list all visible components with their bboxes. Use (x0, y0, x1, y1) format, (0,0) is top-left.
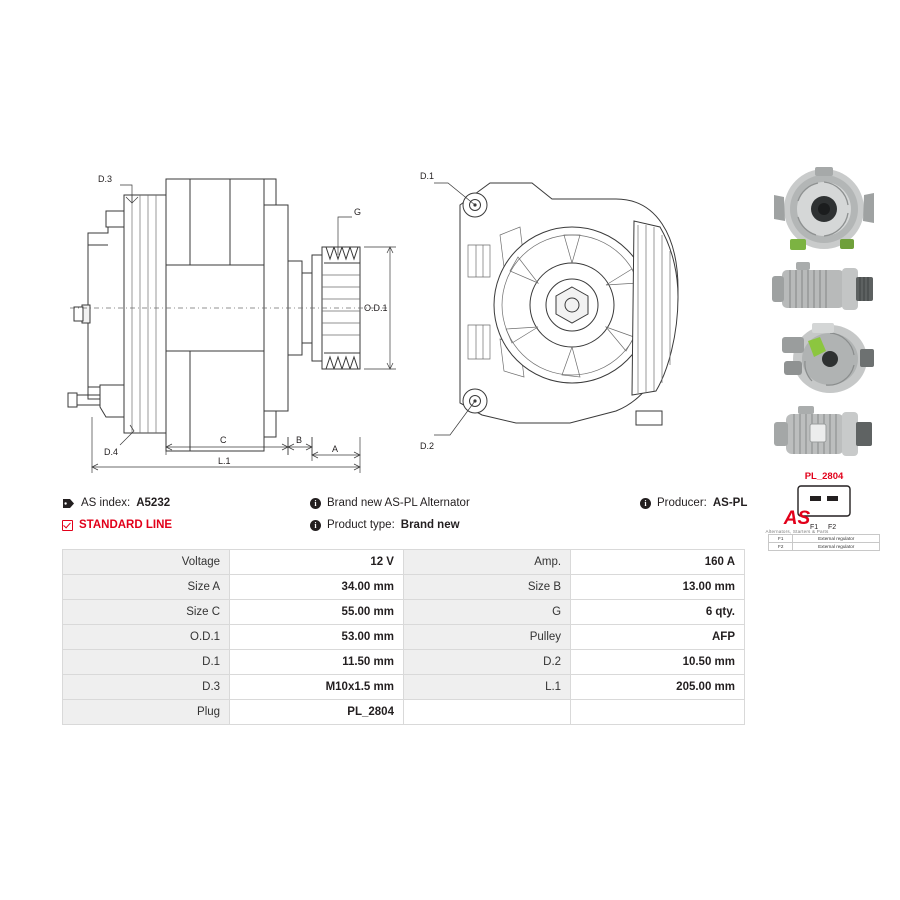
spec-value: AFP (571, 625, 745, 650)
spec-value: 34.00 mm (230, 575, 404, 600)
product-type-label: Product type: (327, 519, 395, 531)
label-b: B (296, 435, 303, 445)
product-type-line (310, 514, 580, 536)
label-l1: L.1 (218, 456, 231, 466)
product-description: Brand new AS-PL Alternator (327, 497, 470, 509)
plug-pin-f2: F2 (828, 524, 837, 531)
product-photo-front (768, 165, 880, 255)
standard-line-badge (62, 514, 307, 536)
info-column-description (310, 492, 580, 536)
spec-key: Size B (403, 575, 570, 600)
spec-key: Pulley (403, 625, 570, 650)
plug-legend-pin: F1 (769, 535, 793, 543)
plug-pin-f1: F1 (810, 524, 819, 531)
label-od1: O.D.1 (364, 303, 388, 313)
plug-legend-pin: F2 (769, 543, 793, 551)
spec-value: 6 qty. (571, 600, 745, 625)
aspl-logo-subtitle: Alternators, Starters & Parts (765, 529, 829, 534)
plug-legend-desc: External regulator (793, 543, 880, 551)
spec-key: Size A (63, 575, 230, 600)
label-d2: D.2 (420, 441, 435, 451)
plug-legend-table (768, 534, 880, 551)
label-g: G (354, 207, 362, 217)
tag-icon (62, 498, 75, 509)
producer-label: Producer: (657, 497, 707, 509)
spec-value: 160 A (571, 550, 745, 575)
spec-value: 12 V (230, 550, 404, 575)
table-row (63, 575, 745, 600)
as-index-value: A5232 (136, 497, 171, 509)
aspl-logo-mark: AS (783, 508, 811, 529)
specifications-table (62, 549, 745, 725)
table-row (63, 650, 745, 675)
producer-value: AS-PL (712, 497, 748, 509)
aspl-logo (754, 509, 840, 534)
product-photo-side (768, 260, 880, 316)
spec-key: D.2 (403, 650, 570, 675)
as-index-label: AS index: (81, 497, 131, 509)
table-row (63, 675, 745, 700)
product-type-value: Brand new (400, 519, 460, 531)
alternator-side-view-drawing (60, 155, 400, 480)
plug-legend-row (769, 535, 880, 543)
alternator-front-view-drawing (420, 165, 710, 465)
spec-value: PL_2804 (230, 700, 404, 725)
spec-key: D.3 (63, 675, 230, 700)
table-row (63, 700, 745, 725)
label-c: C (220, 435, 227, 445)
spec-key: O.D.1 (63, 625, 230, 650)
spec-value: 13.00 mm (571, 575, 745, 600)
product-photo-rear (768, 321, 880, 397)
spec-value: 11.50 mm (230, 650, 404, 675)
spec-value: 53.00 mm (230, 625, 404, 650)
spec-value: 205.00 mm (571, 675, 745, 700)
plug-legend-row (769, 543, 880, 551)
spec-key: D.1 (63, 650, 230, 675)
check-icon (62, 520, 73, 531)
label-a: A (332, 444, 339, 454)
spec-value: 10.50 mm (571, 650, 745, 675)
standard-line-label: STANDARD LINE (79, 519, 173, 531)
plug-legend-desc: External regulator (793, 535, 880, 543)
product-photo-angle (768, 402, 880, 466)
label-d1: D.1 (420, 171, 435, 181)
spec-key: Size C (63, 600, 230, 625)
spec-key: G (403, 600, 570, 625)
spec-key: Plug (63, 700, 230, 725)
as-index-line (62, 492, 307, 514)
label-d3: D.3 (98, 174, 113, 184)
technical-drawings (60, 155, 740, 480)
info-icon: i (310, 520, 321, 531)
spec-value: 55.00 mm (230, 600, 404, 625)
plug-title: PL_2804 (804, 471, 844, 482)
spec-value: M10x1.5 mm (230, 675, 404, 700)
table-row (63, 550, 745, 575)
table-row (63, 625, 745, 650)
info-column-index (62, 492, 307, 536)
label-d4: D.4 (104, 447, 119, 457)
spec-key: L.1 (403, 675, 570, 700)
spec-key: Amp. (403, 550, 570, 575)
spec-empty-cell (403, 700, 570, 725)
description-line (310, 492, 580, 514)
spec-key: Voltage (63, 550, 230, 575)
info-icon: i (640, 498, 651, 509)
spec-empty-cell (571, 700, 745, 725)
info-icon: i (310, 498, 321, 509)
table-row (63, 600, 745, 625)
